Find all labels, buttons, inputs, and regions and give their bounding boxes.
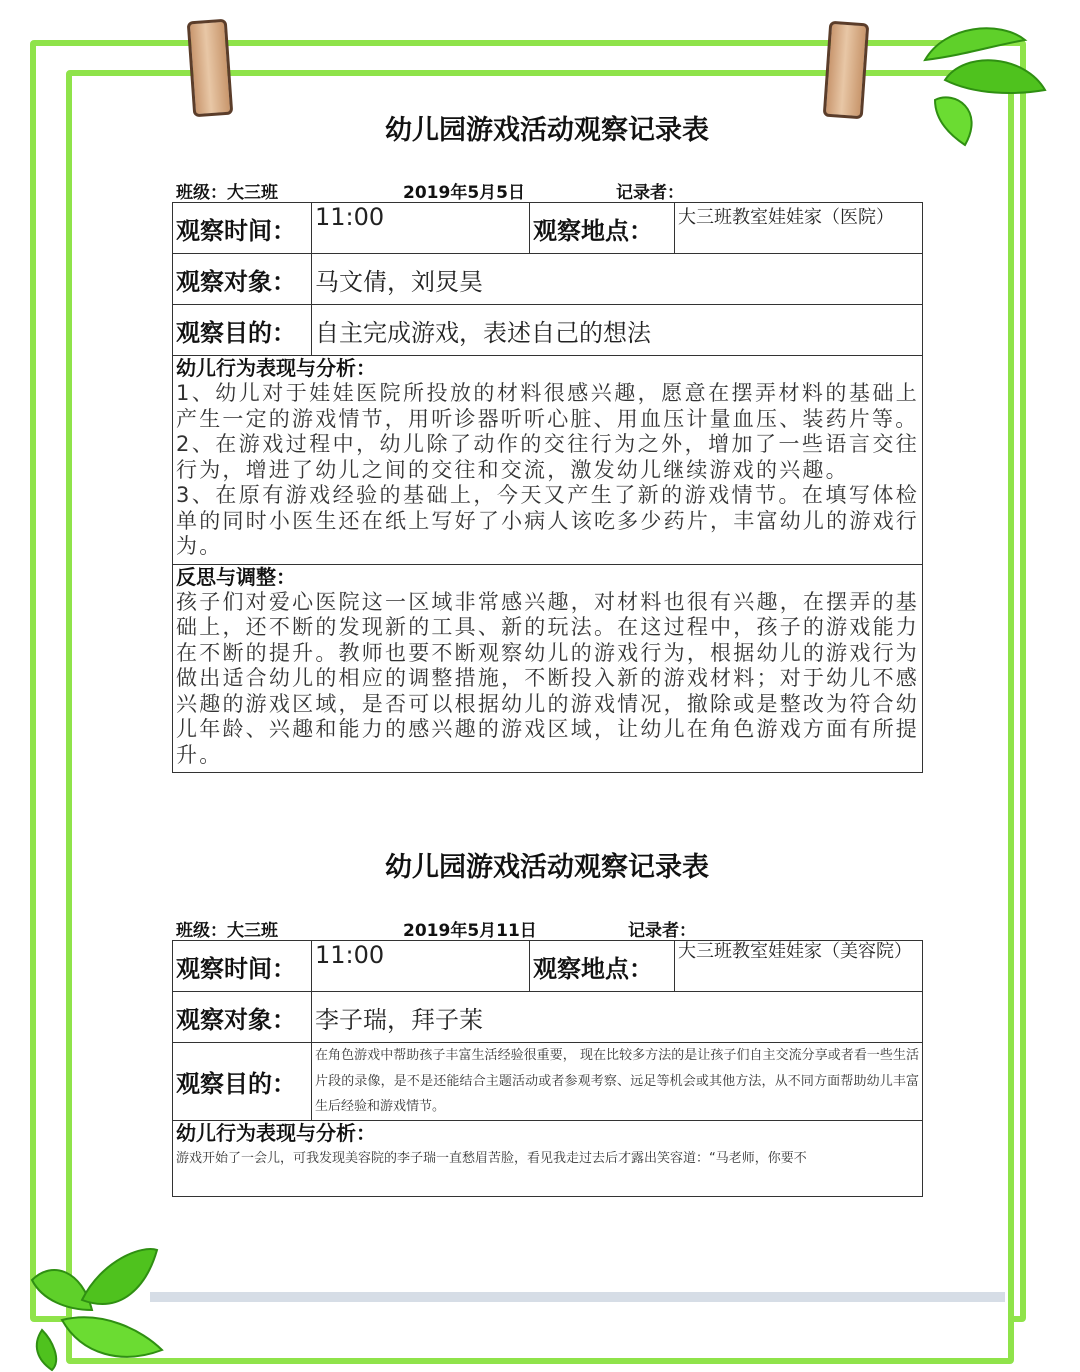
time-value: 11:00 (312, 203, 530, 254)
time-label: 观察时间： (173, 941, 312, 992)
paper-clip-icon (187, 19, 234, 118)
paper-shadow (150, 1292, 1005, 1302)
time-label: 观察时间： (173, 203, 312, 254)
goal-label: 观察目的： (173, 1043, 312, 1121)
analysis-paragraph: 3、在原有游戏经验的基础上，今天又产生了新的游戏情节。在填写体检单的同时小医生还在纸上写好了小病人该吃多少药片，丰富幼儿的游戏行为。 (176, 483, 919, 558)
record-date: 2019年5月11日 (403, 921, 537, 941)
record-meta (176, 178, 921, 203)
place-label: 观察地点： (530, 941, 675, 992)
time-value: 11:00 (312, 941, 530, 992)
goal-label: 观察目的： (173, 305, 312, 356)
analysis-text: 游戏开始了一会儿，可我发现美容院的李子瑞一直愁眉苦脸，看见我走过去后才露出笑容道：“马老师，你要不 (176, 1151, 807, 1166)
reflection-label: 反思与调整： (176, 564, 296, 589)
goal-value: 在角色游戏中帮助孩子丰富生活经验很重要， 现在比较多方法的是让孩子们自主交流分享或者看一些生活片段的录像，是不是还能结合主题活动或者参观考察、远足等机会或其他方法，从不同方面帮助幼儿丰富生后经验和游戏情节。 (312, 1043, 923, 1121)
analysis-paragraph: 1、幼儿对于娃娃医院所投放的材料很感兴趣，愿意在摆弄材料的基础上产生一定的游戏情节，用听诊器听听心脏、用血压计量血压、装药片等。 (176, 381, 919, 431)
goal-value: 自主完成游戏，表述自己的想法 (312, 305, 923, 356)
record-meta (176, 916, 921, 941)
analysis-cell (173, 356, 923, 565)
leaf-icon (22, 1240, 172, 1372)
record-title: 幼儿园游戏活动观察记录表 (385, 852, 709, 883)
leaf-icon (905, 20, 1055, 150)
record-date: 2019年5月5日 (403, 183, 525, 203)
place-value: 大三班教室娃娃家（医院） (675, 203, 923, 254)
subject-label: 观察对象： (173, 992, 312, 1043)
place-label: 观察地点： (530, 203, 675, 254)
recorder-label: 记录者： (616, 183, 684, 203)
subject-value: 李子瑞，拜子茉 (312, 992, 923, 1043)
paper-clip-icon (823, 21, 870, 120)
subject-label: 观察对象： (173, 254, 312, 305)
record-title: 幼儿园游戏活动观察记录表 (385, 115, 709, 146)
subject-value: 马文倩，刘炅昊 (312, 254, 923, 305)
reflection-cell (173, 564, 923, 773)
analysis-label: 幼儿行为表现与分析： (176, 1121, 376, 1145)
place-value: 大三班教室娃娃家（美容院） (675, 941, 923, 992)
class-label: 班级：大三班 (176, 921, 278, 941)
recorder-label: 记录者： (628, 921, 696, 941)
record-table (172, 202, 923, 773)
analysis-cell (173, 1121, 923, 1197)
class-label: 班级：大三班 (176, 183, 278, 203)
record-table (172, 940, 923, 1197)
analysis-label: 幼儿行为表现与分析： (176, 356, 376, 380)
analysis-paragraph: 2、在游戏过程中，幼儿除了动作的交往行为之外，增加了一些语言交往行为，增进了幼儿之间的交往和交流，激发幼儿继续游戏的兴趣。 (176, 432, 919, 482)
reflection-text: 孩子们对爱心医院这一区域非常感兴趣，对材料也很有兴趣，在摆弄的基础上，还不断的发现新的工具、新的玩法。在这过程中，孩子的游戏能力在不断的提升。教师也要不断观察幼儿的游戏行为，根据幼儿的游戏行为做出适合幼儿的相应的调整措施，不断投入新的游戏材料；对于幼儿不感兴趣的游戏区域，是否可以根据幼儿的游戏情况，撤除或是整改为符合幼儿年龄、兴趣和能力的感兴趣的游戏区域，让幼儿在角色游戏方面有所提升。 (176, 589, 919, 767)
